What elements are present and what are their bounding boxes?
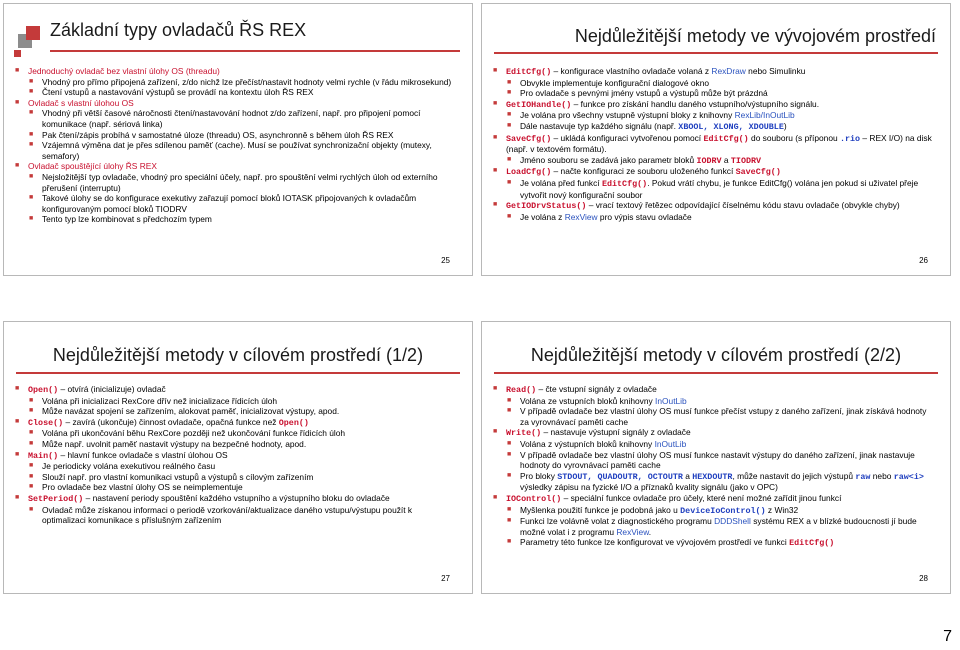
bullet-text: LoadCfg() [506,167,552,178]
bullet-text: DeviceIoControl() [680,505,766,516]
bullet-text: Open() [28,385,59,395]
slide-title: Nejdůležitější metody v cílovém prostředí (2/2) [530,345,902,365]
bullet-text: .rio [839,133,861,144]
slide-28 [481,321,951,594]
square-bullet-icon: ■ [507,111,512,119]
square-bullet-icon: ■ [29,483,34,491]
bullet-text: Read() [506,385,537,395]
bullet-item [492,493,936,505]
square-bullet-icon: ■ [507,89,512,97]
bullet-text: Open() [278,417,309,428]
bullet-text: Parametry této funkce lze konfigurovat ve vývojovém prostředí ve funkci [520,537,790,548]
bullet-text: Volána při ukončování běhu RexCore později než ukončování funkce řídicích úloh [42,428,346,439]
sub-bullet-item [506,516,936,537]
square-bullet-icon: ■ [29,429,34,437]
bullet-text: Main() [28,450,59,461]
bullet-text: . Pokud vrátí chybu, je funkce EditCfg() volána jen pokud si uživatel přeje vytvořit nový konfigurační soubor [520,177,919,200]
bullet-text: V případě ovladače bez vlastní úlohy OS musí funkce nastavit výstupy do daného zařízení, jinak nastavuje hodnoty do vyrovnávací paměti cache [520,449,915,471]
bullet-text: nebo Simulinku [745,66,806,76]
bullet-text: a [682,470,693,481]
bullet-item [492,200,936,212]
bullet-item [14,98,458,109]
title-rule [494,52,938,54]
bullet-text: Může např. uvolnit paměť nastavit výstupy na bezpečné hodnoty, apod. [42,438,307,449]
slide-body [14,66,458,225]
sub-bullet-item [28,87,458,98]
square-bullet-icon: ■ [507,439,512,447]
bullet-text: DDDShell [714,516,751,527]
slide-body [492,384,936,549]
bullet-text: – otvírá (inicializuje) ovladač [58,384,166,394]
bullet-text: Vhodný při větší časové náročnosti čtení/nastavování hodnot z/do zařízení, např. pro připojení pomocí komunikace (např. sériová linka) [42,108,421,129]
bullet-text: – čte vstupní signály z ovladače [536,384,657,394]
bullet-text: InOutLib [654,438,687,449]
square-bullet-icon: ■ [507,396,512,404]
bullet-text: Ovladač může získanou informaci o periodě vzorkování/aktualizace daného vstupu/výstupu použít k optimalizaci komunikace s příslušným zařízením [42,504,413,526]
square-bullet-icon: ■ [507,471,512,479]
bullet-text: do souboru (s příponou [748,132,840,143]
square-bullet-icon: ■ [493,167,498,175]
bullet-text: Vzájemná výměna dat je přes sdílenou paměť (cache). Musí se používat synchronizační objekty (mutexy, semafory) [42,140,432,161]
slide-26 [481,3,951,276]
square-bullet-icon: ■ [29,194,34,202]
bullet-text: , může nastavit do jejich výstupů [732,470,856,481]
slide-page-number: 27 [441,574,450,583]
sub-bullet-item [28,406,458,417]
bullet-item [14,417,458,429]
bullet-text: RexView [564,211,598,222]
square-bullet-icon: ■ [15,450,20,458]
slide-title: Nejdůležitější metody ve vývojovém prostředí [574,26,936,46]
sub-bullet-item [506,178,936,200]
bullet-item [492,133,936,155]
bullet-text: Close() [28,417,64,428]
sub-bullet-item [28,396,458,407]
sub-bullet-item [506,439,936,450]
bullet-text: Je volána před funkcí [520,177,602,188]
bullet-text: SaveCfg() [735,167,781,178]
bullet-text: SetPeriod() [28,493,84,504]
bullet-text: . [648,526,652,537]
square-bullet-icon: ■ [507,212,512,220]
slide-25 [3,3,473,276]
square-bullet-icon: ■ [507,121,512,129]
title-rule [50,50,460,52]
bullet-text: Write() [506,428,542,439]
square-bullet-icon: ■ [29,439,34,447]
bullet-text: Vhodný pro přímo připojená zařízení, z/do nichž lze přečíst/nastavit hodnoty velmi rychle (v řádu mikrosekund) [42,76,452,87]
square-bullet-icon: ■ [507,505,512,513]
bullet-text: EditCfg() [601,178,648,189]
sub-bullet-item [28,505,458,526]
slide-title: Základní typy ovladačů ŘS REX [50,20,307,40]
square-bullet-icon: ■ [29,215,34,223]
sub-bullet-item [28,472,458,483]
square-bullet-icon: ■ [29,505,34,513]
square-bullet-icon: ■ [15,493,20,501]
bullet-item [14,493,458,505]
bullet-text: z Win32 [765,504,799,515]
sub-bullet-item [506,155,936,167]
bullet-text: Jednoduchý ovladač bez vlastní úlohy OS (threadu) [28,66,220,76]
sub-bullet-item [506,471,936,493]
sub-bullet-item [506,505,936,517]
sub-bullet-item [506,450,936,471]
bullet-text: Dále nastavuje typ každého signálu (např. [520,120,679,131]
sub-bullet-item [28,130,458,141]
square-bullet-icon: ■ [493,428,498,436]
sub-bullet-item [28,193,458,214]
document-page-number: 7 [943,628,952,645]
sub-bullet-item [28,439,458,450]
bullet-item [14,450,458,462]
bullet-text: HEXDOUTR [692,471,733,482]
square-bullet-icon: ■ [493,385,498,392]
bullet-text: Volána z výstupních bloků knihovny [520,438,655,449]
bullet-item [492,427,936,439]
bullet-text: a [721,154,731,165]
bullet-text: Volána ze vstupních bloků knihovny [520,395,656,406]
slide-title: Nejdůležitější metody v cílovém prostředí (1/2) [52,345,424,365]
square-bullet-icon: ■ [15,417,20,425]
bullet-text: XBOOL, XLONG, XDOUBLE [678,121,784,132]
bullet-text: GetIOHandle() [506,99,572,110]
bullet-text: RexView [616,526,649,537]
square-bullet-icon: ■ [29,109,34,117]
bullet-text: – speciální funkce ovladače pro účely, které není možné zařídit jinou funkcí [561,492,842,503]
square-bullet-icon: ■ [493,67,498,74]
square-bullet-icon: ■ [15,385,20,392]
square-bullet-icon: ■ [29,172,34,180]
title-rule [16,372,460,374]
bullet-text: RexLib/InOutLib [734,110,795,121]
bullet-text: – nastavení periody spouštění každého vstupního a výstupního bloku do ovladače [83,492,390,503]
slide-page-number: 28 [919,574,928,583]
bullet-text: STDOUT, QUADOUTR, OCTOUTR [557,471,683,482]
square-bullet-icon: ■ [493,99,498,107]
bullet-text: Pak čtení/zápis probíhá v samostatné úloze (threadu) OS, asynchronně s během úloh ŘS REX [42,129,394,140]
bullet-text: Obvykle implementuje konfigurační dialogové okno [520,77,710,88]
square-bullet-icon: ■ [507,538,512,546]
bullet-text: Pro bloky [520,470,558,481]
bullet-text: Je periodicky volána exekutivou reálného času [42,461,216,472]
bullet-text: InOutLib [655,395,687,406]
sub-bullet-item [28,482,458,493]
bullet-text: Pro ovladače s pevnými jmény vstupů a výstupů může být prázdná [520,88,768,99]
bullet-text: raw<i> [893,471,924,482]
bullet-text: pro výpis stavu ovladače [597,211,692,222]
bullet-text: TIODRV [730,155,762,166]
bullet-text: IOControl() [506,493,562,504]
sub-bullet-item [28,108,458,129]
sub-bullet-item [506,110,936,121]
bullet-text: Čtení vstupů a nastavování výstupů se provádí na kontextu úloh ŘS REX [42,87,314,98]
bullet-text: Volána při inicializaci RexCore dřív než inicializace řídicích úloh [42,395,278,406]
sub-bullet-item [506,212,936,223]
bullet-text: EditCfg() [789,538,835,549]
square-bullet-icon: ■ [29,88,34,96]
bullet-item [492,99,936,111]
bullet-text: Ovladač spouštějící úlohy ŘS REX [28,161,157,172]
square-bullet-icon: ■ [29,462,34,470]
bullet-text: výsledky zápisu na fyzické I/O a příznaků kvality signálu (jako v OPC) [520,482,778,493]
bullet-text: – konfigurace vlastního ovladače volaná z [551,66,712,76]
sub-bullet-item [506,406,936,427]
bullet-text: IODRV [696,155,722,166]
sub-bullet-item [28,214,458,225]
square-bullet-icon: ■ [29,396,34,404]
bullet-text: – zavírá (ukončuje) činnost ovladače, opačná funkce než [63,416,279,427]
square-bullet-icon: ■ [507,178,512,186]
sub-bullet-item [28,428,458,439]
sub-bullet-item [28,77,458,88]
square-bullet-icon: ■ [507,78,512,86]
bullet-text: Takové úlohy se do konfigurace exekutivy zařazují pomocí bloků IOTASK připojovaných k ovladačům konfigurovaným pomocí bloků TIODRV [42,193,417,214]
bullet-text: – REX I/O) na disk (např. v textovém formátu). [506,132,932,155]
square-bullet-icon: ■ [507,407,512,415]
square-bullet-icon: ■ [29,472,34,480]
square-bullet-icon: ■ [15,67,20,74]
bullet-text: Slouží např. pro vlastní komunikaci vstupů a výstupů s cílovým zařízením [42,471,314,482]
bullet-text: Funkci lze volávně volat z diagnostického programu [520,516,715,527]
bullet-text: Myšlenka použití funkce je podobná jako u [520,504,681,515]
sub-bullet-item [28,172,458,193]
bullet-text: Jméno souboru se zadává jako parametr bloků [520,154,697,165]
bullet-text: Nejsložitější typ ovladače, vhodný pro speciální účely, např. pro spouštění velmi rychlých úloh od externího přerušení (interruptu) [42,171,438,193]
sub-bullet-item [506,88,936,99]
sub-bullet-item [506,537,936,549]
bullet-text: EditCfg() [703,133,749,144]
bullet-text: – nastavuje výstupní signály z ovladače [541,427,691,438]
sub-bullet-item [28,461,458,472]
bullet-text: Pro ovladače bez vlastní úlohy OS se neimplementuje [42,482,243,493]
bullet-text: – načte konfiguraci ze souboru uloženého funkcí [551,166,736,177]
bullet-text: SaveCfg() [506,133,552,144]
square-bullet-icon: ■ [493,493,498,501]
bullet-text: GetIODrvStatus() [506,201,587,212]
square-bullet-icon: ■ [507,450,512,458]
square-bullet-icon: ■ [29,141,34,149]
title-rule [494,372,938,374]
square-bullet-icon: ■ [29,407,34,415]
bullet-item [14,161,458,172]
square-bullet-icon: ■ [507,155,512,163]
bullet-text: nebo [870,470,894,481]
bullet-text: – vrací textový řetězec odpovídající číselnému kódu stavu ovladače (obvykle chyby) [586,200,900,211]
slide-body [492,66,936,222]
bullet-text: V případě ovladače bez vlastní úlohy OS musí funkce přečíst vstupy z daného zařízení, jinak získává hodnoty za vyrovnávací paměti cache [520,406,927,427]
slide-page-number: 25 [441,256,450,265]
bullet-item [492,166,936,178]
bullet-text: RexDraw [711,66,746,76]
square-bullet-icon: ■ [15,98,20,106]
slide-decoration-icon [14,24,48,58]
square-bullet-icon: ■ [29,77,34,85]
square-bullet-icon: ■ [493,201,498,209]
bullet-item [492,66,936,78]
slide-27 [3,321,473,594]
bullet-item [492,384,936,396]
sub-bullet-item [506,121,936,133]
slide-page-number: 26 [919,256,928,265]
slide-body [14,384,458,526]
bullet-text: Je volána z [520,211,565,222]
square-bullet-icon: ■ [29,130,34,138]
bullet-text: – ukládá konfiguraci vytvořenou pomocí [551,132,704,143]
square-bullet-icon: ■ [493,133,498,141]
bullet-text: raw [855,471,871,482]
bullet-text: systému REX a v blízké budoucnosti jí bude možné volat i z programu [520,516,917,537]
bullet-item [14,384,458,396]
square-bullet-icon: ■ [15,162,20,170]
bullet-text: Ovladač s vlastní úlohou OS [28,97,134,108]
bullet-text: Může navázat spojení se zařízením, alokovat paměť, inicializovat výstupy, apod. [42,406,340,417]
bullet-text: Je volána pro všechny vstupně výstupní bloky z knihovny [520,110,735,121]
sub-bullet-item [28,140,458,161]
square-bullet-icon: ■ [507,517,512,525]
sub-bullet-item [506,78,936,89]
bullet-text: EditCfg() [506,67,552,77]
bullet-text: – funkce pro získání handlu daného vstupního/výstupního signálu. [571,98,820,109]
bullet-text: – hlavní funkce ovladače s vlastní úlohou OS [58,449,228,460]
bullet-text: ) [783,120,787,131]
sub-bullet-item [506,396,936,407]
bullet-item [14,66,458,77]
bullet-text: Tento typ lze kombinovat s předchozím typem [42,214,212,225]
